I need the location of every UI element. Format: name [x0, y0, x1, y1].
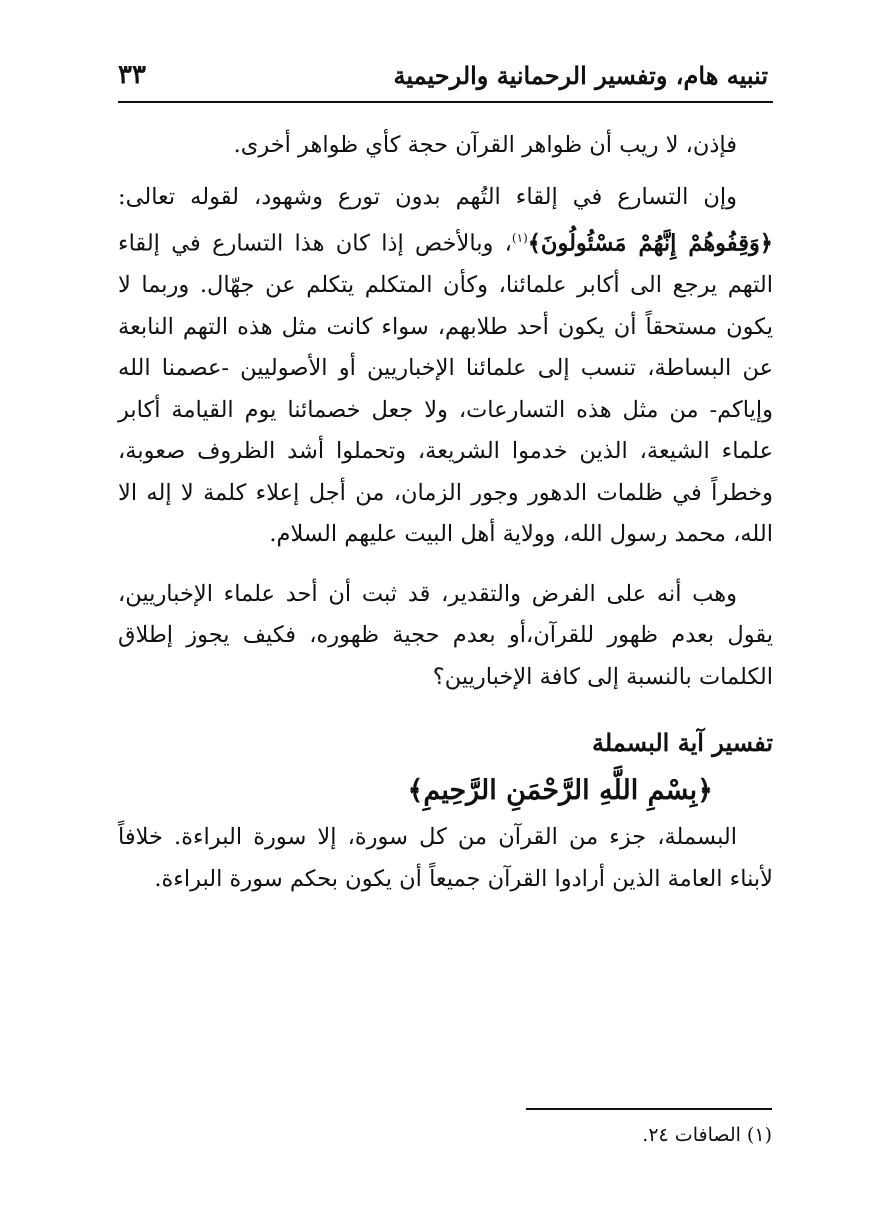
paragraph-2-body: ، وبالأخص إذا كان هذا التسارع في إلقاء التهم يرجع الى أكابر علمائنا، وكأن المتكلم يتكلم عن جهّال. وربما لا يكون مستحقاً أن يكون أحد طلابهم، سواء كانت مثل هذه التهم النابعة عن البساطة، تنسب إلى علمائنا الإخباريين أو الأصوليين -عصمنا الله وإياكم- من مثل هذه التسارعات، ولا جعل خصمائنا يوم القيامة أكابر علماء الشيعة، الذين خدموا الشريعة، وتحملوا أشد الظروف صعوبة، وخطراً في ظلمات الدهور وجور الزمان، من أجل إعلاء كلمة لا إله الا الله، محمد رسول الله، وولاية أهل البيت عليهم السلام. — [118, 230, 773, 547]
paragraph-4: البسملة، جزء من القرآن من كل سورة، إلا سورة البراءة. خلافاً لأبناء العامة الذين أرادوا القرآن جميعاً أن يكون بحكم سورة البراءة. — [118, 824, 773, 892]
section-title: تفسير آية البسملة — [592, 728, 773, 757]
paragraph-2-intro: وإن التسارع في إلقاء التُهم بدون تورع وشهود، لقوله تعالى: — [118, 183, 737, 210]
running-title: تنبيه هام، وتفسير الرحمانية والرحيمية — [393, 60, 768, 90]
paragraph-2 — [118, 177, 773, 556]
page-header — [118, 55, 773, 95]
footnote: (١) الصافات ٢٤. — [642, 1124, 772, 1146]
body-text — [118, 125, 773, 900]
footnote-divider — [526, 1108, 772, 1110]
header-divider — [118, 101, 773, 103]
page-number: ٣٣ — [118, 60, 146, 90]
paragraph-3: وهب أنه على الفرض والتقدير، قد ثبت أن أحد علماء الإخباريين، يقول بعدم ظهور للقرآن،أو بعدم حجية ظهوره، فكيف يجوز إطلاق الكلمات بالنسبة إلى كافة الإخباريين؟ — [118, 580, 773, 690]
basmala-verse: ﴿بِسْمِ اللَّهِ الرَّحْمَنِ الرَّحِيمِ﴾ — [407, 774, 713, 806]
paragraph-1: فإذن، لا ريب أن ظواهر القرآن حجة كأي ظواهر أخرى. — [233, 132, 737, 158]
quran-quote: ﴿وَقِفُوهُمْ إِنَّهُمْ مَسْئُولُونَ﴾ — [527, 230, 773, 257]
footnote-reference: (١) — [511, 231, 528, 245]
